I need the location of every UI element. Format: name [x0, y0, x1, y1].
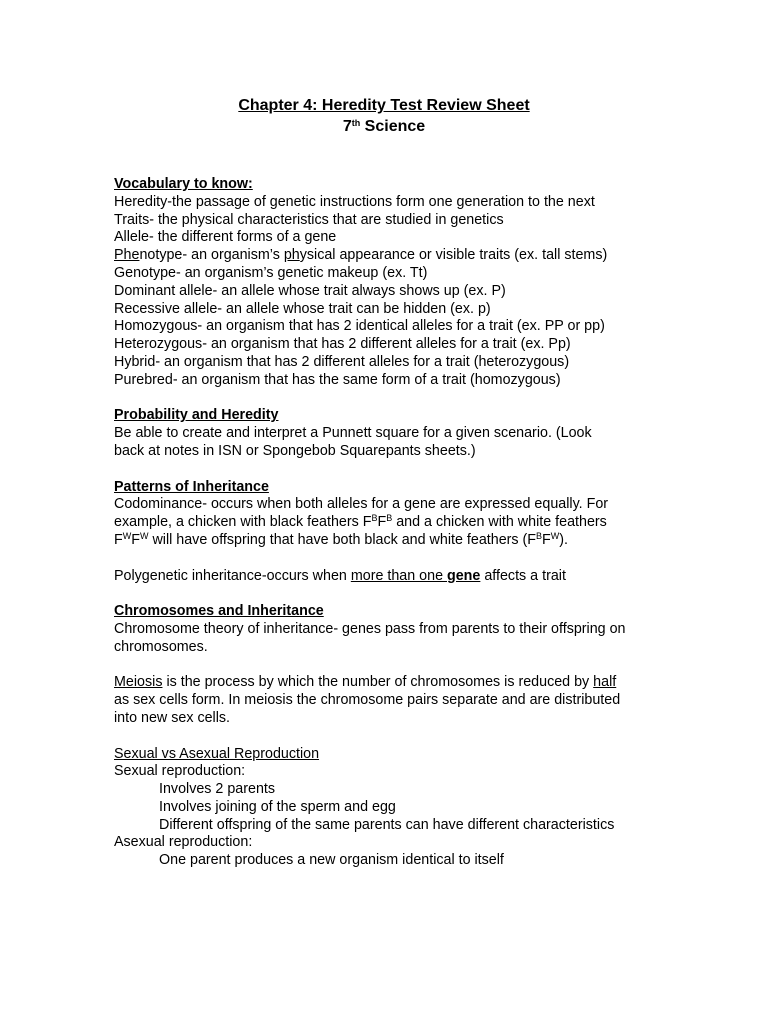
vocab-heredity: Heredity-the passage of genetic instructions form one generation to the next [114, 193, 595, 210]
chromosomes-heading: Chromosomes and Inheritance [114, 603, 324, 620]
document-body [114, 176, 658, 870]
codominance-line: Codominance- occurs when both alleles for a gene are expressed equally. For [114, 496, 609, 513]
chromosome-theory-line: chromosomes. [114, 638, 208, 655]
codominance-line: example, a chicken with black feathers $F^BF^B$ and a chicken with white feathers [114, 513, 607, 531]
meiosis-line: as sex cells form. In meiosis the chromosome pairs separate and are distributed [114, 692, 621, 709]
vocab-genotype: Genotype- an organism’s genetic makeup (ex. Tt) [114, 264, 428, 281]
vocab-purebred: Purebred- an organism that has the same form of a trait (homozygous) [114, 371, 561, 388]
grade-number: 7 [342, 118, 352, 135]
asexual-item: One parent produces a new organism identical to itself [159, 852, 504, 869]
sexual-item: Different offspring of the same parents can have different characteristics [159, 816, 615, 833]
sexual-item: Involves 2 parents [159, 781, 276, 798]
polygenetic-line: Polygenetic inheritance-occurs when more than one gene affects a trait [114, 567, 566, 584]
sexual-reproduction-label: Sexual reproduction: [114, 763, 246, 780]
vocab-heterozygous: Heterozygous- an organism that has 2 different alleles for a trait (ex. Pp) [114, 336, 571, 353]
vocab-traits: Traits- the physical characteristics that are studied in genetics [114, 211, 504, 228]
codominance-line: $F^WF^W$ will have offspring that have both black and white feathers $(F^BF^W)$. [114, 530, 569, 548]
vocab-phenotype: Phenotype- an organism’s physical appearance or visible traits (ex. tall stems) [114, 247, 608, 264]
probability-heading: Probability and Heredity [114, 407, 279, 424]
vocab-hybrid: Hybrid- an organism that has 2 different alleles for a trait (heterozygous) [114, 353, 570, 370]
vocab-recessive: Recessive allele- an allele whose trait can be hidden (ex. p) [114, 300, 491, 317]
meiosis-line: into new sex cells. [114, 709, 231, 726]
vocab-homozygous: Homozygous- an organism that has 2 identical alleles for a trait (ex. PP or pp) [114, 318, 605, 335]
sexual-item: Involves joining of the sperm and egg [159, 798, 396, 815]
document-title: Chapter 4: Heredity Test Review Sheet [238, 97, 530, 114]
patterns-heading: Patterns of Inheritance [114, 478, 269, 495]
asexual-reproduction-label: Asexual reproduction: [114, 834, 253, 851]
reproduction-heading: Sexual vs Asexual Reproduction [114, 745, 320, 762]
vocab-allele: Allele- the different forms of a gene [114, 229, 337, 246]
meiosis-line: Meiosis is the process by which the number of chromosomes is reduced by half [114, 674, 617, 691]
vocab-dominant: Dominant allele- an allele whose trait always shows up (ex. P) [114, 282, 506, 299]
grade-subject: Science [360, 118, 426, 135]
chromosome-theory-line: Chromosome theory of inheritance- genes pass from parents to their offspring on [114, 620, 626, 637]
document-subtitle [0, 117, 768, 137]
grade-suffix: th [351, 118, 361, 128]
probability-line: Be able to create and interpret a Punnett square for a given scenario. (Look [114, 425, 592, 442]
vocab-heading: Vocabulary to know: [114, 176, 253, 192]
probability-line: back at notes in ISN or Spongebob Squarepants sheets.) [114, 442, 476, 459]
